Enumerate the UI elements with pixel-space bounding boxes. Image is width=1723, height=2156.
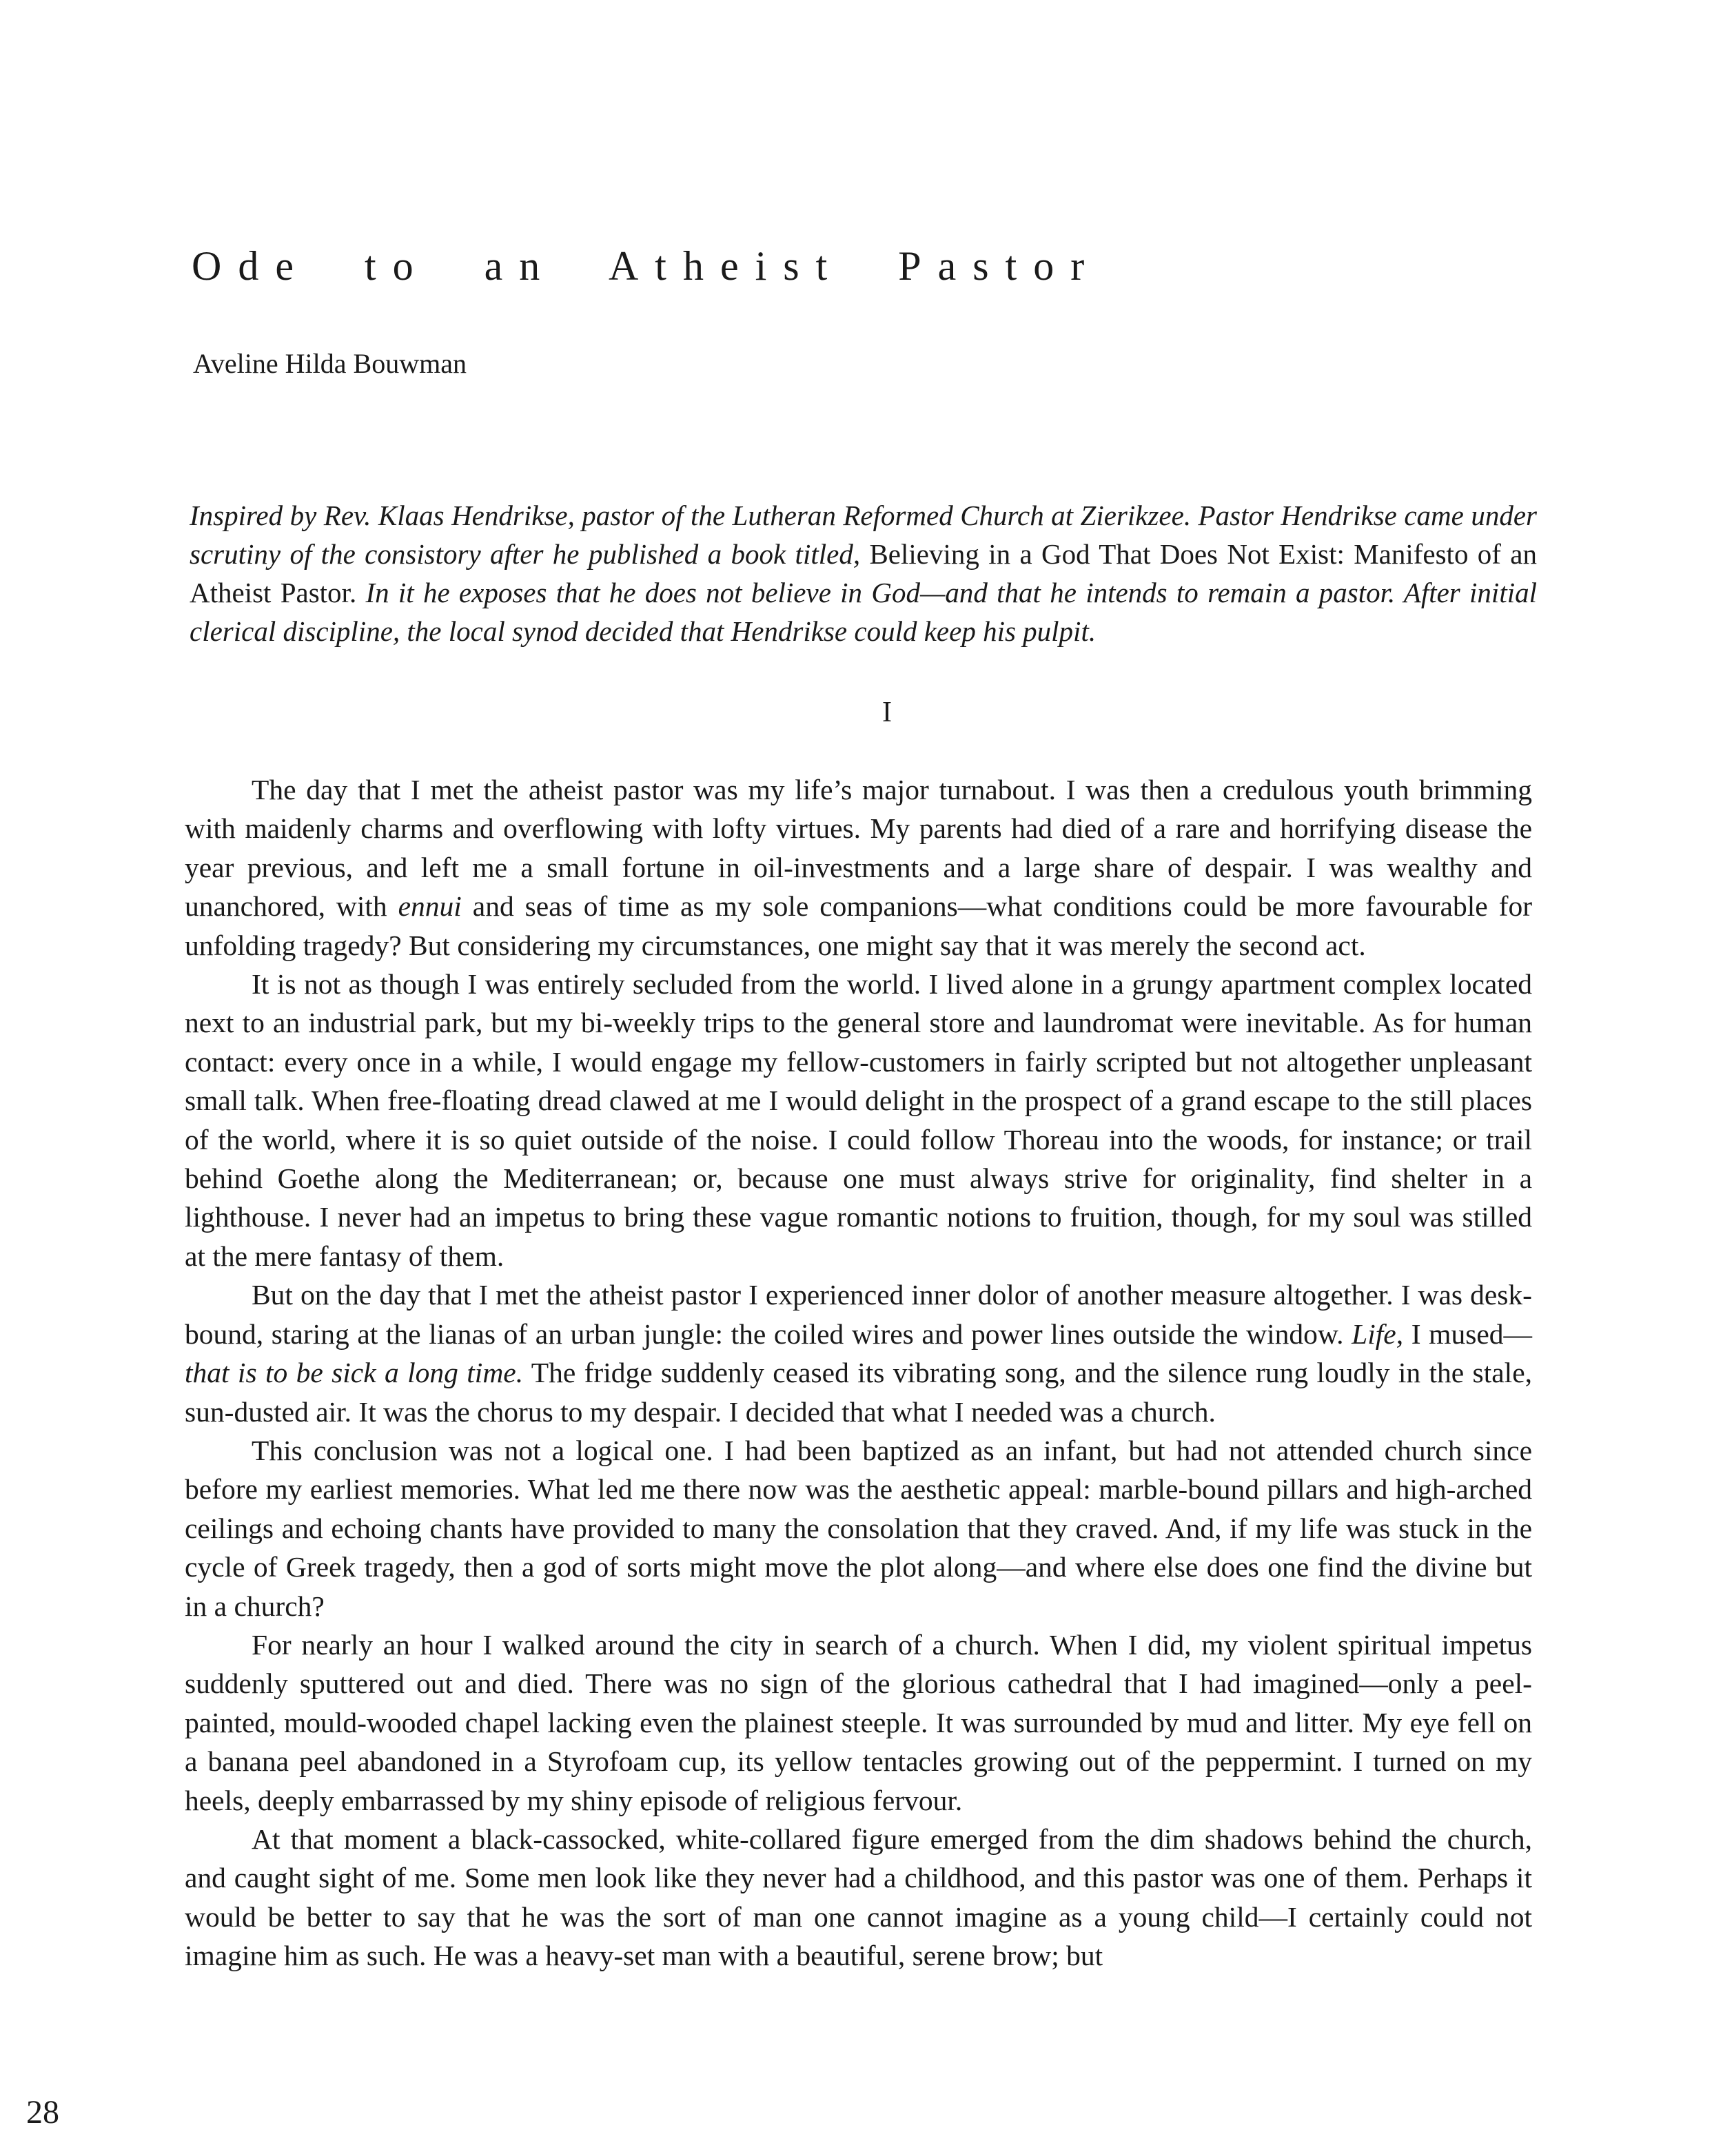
body-text: [185, 770, 1532, 1975]
article-title: Ode to an Atheist Pastor: [192, 243, 1101, 289]
paragraph-3-text-c: The fridge suddenly ceased its vibrating song, and the silence rung loudly in the stale, sun-dusted air. It was the chorus to my despair. I decided that what I needed was a church.: [185, 1357, 1532, 1428]
paragraph-3-text-b: I mused—: [1411, 1317, 1533, 1350]
epigraph-book-title: Believing in a God That Does Not Exist: Manifesto of an Atheist Pastor.: [190, 538, 1537, 608]
author-name: Aveline Hilda Bouwman: [193, 348, 467, 379]
page-number: 28: [26, 2094, 59, 2131]
paragraph-5: For nearly an hour I walked around the city in search of a church. When I did, my violent spiritual impetus suddenly sputtered out and died. There was no sign of the glorious cathedral that I had imagined—only a peel-painted, mould-wooded chapel lacking even the plainest steeple. It was surrounded by mud and litter. My eye fell on a banana peel abandoned in a Styrofoam cup, its yellow tentacles growing out of the peppermint. I turned on my heels, deeply embarrassed by my shiny episode of religious fervour.: [185, 1628, 1532, 1816]
paragraph-4: This conclusion was not a logical one. I had been baptized as an infant, but had not attended church since before my earliest memories. What led me there now was the aesthetic appeal: marble-bound pillars and high-arched ceilings and echoing chants have provided to many the consolation that they craved. And, if my life was stuck in the cycle of Greek tragedy, then a god of sorts might move the plot along—and where else does one find the divine but in a church?: [185, 1434, 1532, 1622]
epigraph-text-2: In it he exposes that he does not believe in God—and that he intends to remain a pastor. After initial clerical discipline, the local synod decided that Hendrikse could keep his pulpit.: [190, 577, 1537, 647]
paragraph-3-emphasis-2: that is to be sick a long time.: [185, 1357, 524, 1389]
epigraph-text-1: Inspired by Rev. Klaas Hendrikse, pastor of the Lutheran Reformed Church at Zierikzee. Pastor Hendrikse came under scrutiny of the consistory after he published a book titled,: [190, 500, 1537, 570]
paragraph-3-text-a: But on the day that I met the atheist pastor I experienced inner dolor of another measure altogether. I was desk-bound, staring at the lianas of an urban jungle: the coiled wires and power lines outside the window.: [185, 1279, 1532, 1350]
section-numeral: I: [882, 697, 892, 728]
paragraph-1: [185, 770, 1532, 965]
paragraph-1-text-b: and seas of time as my sole companions—what conditions could be more favourable for unfolding tragedy? But considering my circumstances, one might say that it was merely the second act.: [185, 890, 1533, 961]
paragraph-1-text-a: The day that I met the atheist pastor was my life’s major turnabout. I was then a credulous youth brimming with maidenly charms and overflowing with lofty virtues. My parents had died of a rare and horrifying disease the year previous, and left me a small fortune in oil-investments and a large share of despair. I was wealthy and unanchored, with: [185, 774, 1532, 923]
paragraph-2: It is not as though I was entirely secluded from the world. I lived alone in a grungy apartment complex located next to an industrial park, but my bi-weekly trips to the general store and laundromat were inevitable. As for human contact: every once in a while, I would engage my fellow-customers in fairly scripted but not altogether unpleasant small talk. When free-floating dread clawed at me I would delight in the prospect of a grand escape to the still places of the world, where it is so quiet outside of the noise. I could follow Thoreau into the woods, for instance; or trail behind Goethe along the Mediterranean; or, because one must always strive for originality, find shelter in a lighthouse. I never had an impetus to bring these vague romantic notions to fruition, though, for my soul was stilled at the mere fantasy of them.: [185, 968, 1532, 1272]
paragraph-6: At that moment a black-cassocked, white-collared figure emerged from the dim shadows behind the church, and caught sight of me. Some men look like they never had a childhood, and this pastor was one of them. Perhaps it would be better to say that he was the sort of man one cannot imagine as a young child—I certainly could not imagine him as such. He was a heavy-set man with a beautiful, serene brow; but: [185, 1823, 1532, 1972]
paragraph-1-emphasis: ennui: [398, 890, 462, 923]
epigraph: [190, 496, 1537, 650]
paragraph-3-emphasis-1: Life,: [1352, 1317, 1404, 1350]
paragraph-3: [185, 1275, 1532, 1431]
